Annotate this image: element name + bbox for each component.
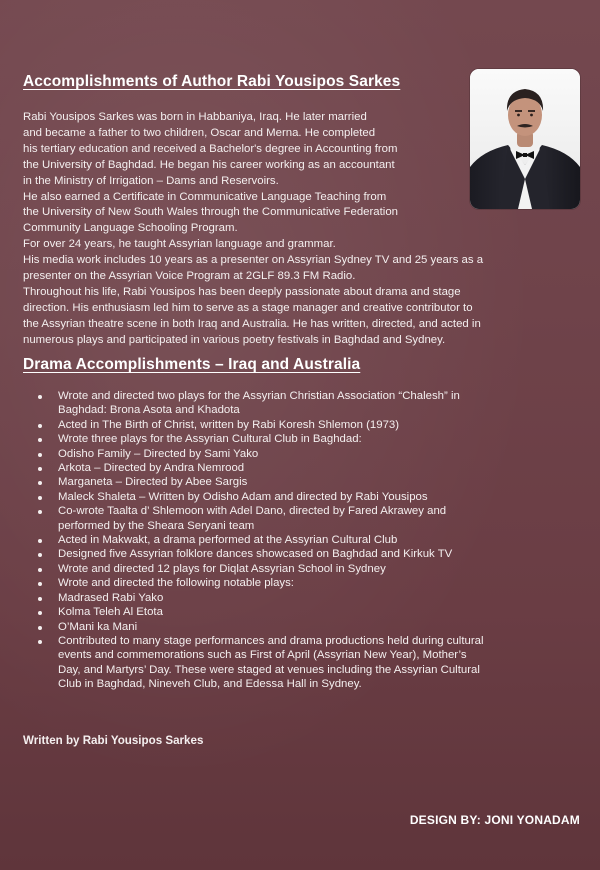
list-item-text: Wrote three plays for the Assyrian Cultural Club in Baghdad: <box>58 433 362 446</box>
list-item-text: O’Mani ka Mani <box>58 620 138 633</box>
bio-line: He also earned a Certificate in Communicative Language Teaching from <box>23 190 387 203</box>
list-item-text: Odisho Family – Directed by Sami Yako <box>58 447 259 460</box>
list-item <box>38 432 578 446</box>
list-item <box>38 504 578 533</box>
bio-line: Throughout his life, Rabi Yousipos has been deeply passionate about drama and stage <box>23 285 461 298</box>
bio-line: the University of New South Wales through the Communicative Federation <box>23 206 399 219</box>
list-item-text: Maleck Shaleta – Written by Odisho Adam and directed by Rabi Yousipos <box>58 490 428 503</box>
list-item <box>38 418 578 432</box>
bio-line: the Assyrian theatre scene in both Iraq and Australia. He has written, directed, and acted in <box>23 317 481 330</box>
list-item <box>38 634 578 692</box>
list-item-text: Contributed to many stage performances and drama productions held during cultural <box>58 634 484 647</box>
list-item <box>38 389 578 418</box>
list-item-text: Kolma Teleh Al Etota <box>58 606 163 619</box>
bio-line: and became a father to two children, Oscar and Merna. He completed <box>23 126 376 139</box>
list-item <box>38 461 578 475</box>
author-photo <box>470 69 580 209</box>
list-item <box>38 475 578 489</box>
list-item <box>38 490 578 504</box>
bio-line: His media work includes 10 years as a presenter on Assyrian Sydney TV and 25 years as a <box>23 254 484 267</box>
design-credit: DESIGN BY: JONI YONADAM <box>409 813 580 827</box>
list-item <box>38 562 578 576</box>
signoff-text: Written by Rabi Yousipos Sarkes <box>23 734 204 747</box>
list-item-text: Wrote and directed the following notable plays: <box>58 577 294 590</box>
list-item-text: Baghdad: Brona Asota and Khadota <box>58 404 240 417</box>
list-item <box>38 620 578 634</box>
bio-line: presenter on the Assyrian Voice Program at 2GLF 89.3 FM Radio. <box>23 270 356 283</box>
bio-line: in the Ministry of Irrigation – Dams and Reservoirs. <box>23 174 279 187</box>
list-item <box>38 547 578 561</box>
list-item-text: Wrote and directed 12 plays for Diqlat Assyrian School in Sydney <box>58 562 386 575</box>
list-item <box>38 591 578 605</box>
drama-accomplishments-list <box>38 389 578 692</box>
list-item-text: Acted in The Birth of Christ, written by Rabi Koresh Shlemon (1973) <box>58 418 400 431</box>
list-item <box>38 447 578 461</box>
bio-line: numerous plays and participated in various poetry festivals in Baghdad and Sydney. <box>23 333 446 346</box>
bio-line: Community Language Schooling Program. <box>23 222 238 235</box>
list-item-text: Madrased Rabi Yako <box>58 591 164 604</box>
bio-line: Rabi Yousipos Sarkes was born in Habbaniya, Iraq. He later married <box>23 111 367 123</box>
bio-line: his tertiary education and received a Bachelor's degree in Accounting from <box>23 142 398 155</box>
list-item-text: Wrote and directed two plays for the Assyrian Christian Association “Chalesh” in <box>58 390 460 402</box>
list-item-text: Designed five Assyrian folklore dances showcased on Baghdad and Kirkuk TV <box>58 548 453 561</box>
list-item-text: Arkota – Directed by Andra Nemrood <box>58 462 245 475</box>
bio-line: direction. His enthusiasm led him to serve as a stage manager and creative contributor to <box>23 301 473 314</box>
list-item-text: Club in Baghdad, Nineveh Club, and Edessa Hall in Sydney. <box>58 678 362 691</box>
list-item-text: Marganeta – Directed by Abee Sargis <box>58 476 248 489</box>
list-item-text: performed by the Sheara Seryani team <box>58 519 255 532</box>
author-portrait-image <box>470 69 580 209</box>
list-item <box>38 533 578 547</box>
bio-line: the University of Baghdad. He began his career working as an accountant <box>23 158 395 171</box>
section-heading-drama: Drama Accomplishments – Iraq and Australia <box>23 356 361 373</box>
list-item-text: events and commemorations such as First of April (Assyrian New Year), Mother’s <box>58 649 467 662</box>
list-item-text: Co-wrote Taalta d’ Shlemoon with Adel Dano, directed by Fared Akrawey and <box>58 505 447 518</box>
list-item-text: Day, and Martyrs’ Day. These were staged at venues including the Assyrian Cultural <box>58 663 480 676</box>
list-item <box>38 605 578 619</box>
list-item-text: Acted in Makwakt, a drama performed at the Assyrian Cultural Club <box>58 534 398 547</box>
bio-line: For over 24 years, he taught Assyrian language and grammar. <box>23 238 336 251</box>
section-heading-author: Accomplishments of Author Rabi Yousipos Sarkes <box>23 73 401 90</box>
list-item <box>38 576 578 590</box>
